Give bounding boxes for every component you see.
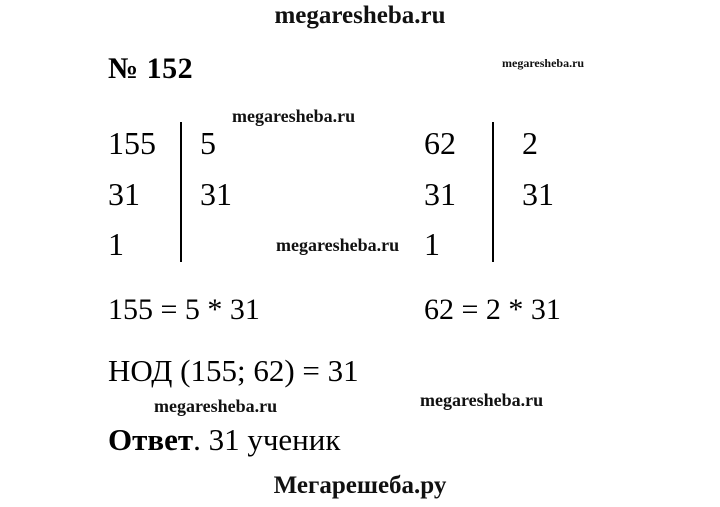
- watermark-top: megaresheba.ru: [274, 2, 446, 29]
- watermark-bottom: Мегарешеба.ру: [273, 472, 447, 499]
- left-dividend-3: 1: [108, 226, 124, 262]
- left-division-bar: [180, 122, 182, 262]
- answer-line: [108, 424, 340, 455]
- right-factor-2: 31: [522, 176, 554, 212]
- left-dividend-1: 155: [108, 125, 156, 161]
- answer-text: . 31 ученик: [193, 422, 341, 457]
- watermark-lower-left: megaresheba.ru: [154, 396, 278, 416]
- right-dividend-2: 31: [424, 176, 456, 212]
- left-equation: 155 = 5 * 31: [108, 293, 260, 326]
- task-number-value: 152: [146, 52, 194, 85]
- answer-label: Ответ: [108, 422, 194, 457]
- right-equation: 62 = 2 * 31: [424, 293, 561, 326]
- left-dividend-2: 31: [108, 176, 140, 212]
- right-dividend-1: 62: [424, 125, 456, 161]
- watermark-center-mid: megaresheba.ru: [276, 235, 400, 255]
- task-number: [108, 52, 193, 86]
- task-number-symbol: №: [108, 52, 139, 85]
- gcd-line: НОД (155; 62) = 31: [108, 353, 359, 388]
- watermark-center-upper: megaresheba.ru: [232, 106, 356, 126]
- right-division-bar: [492, 122, 494, 262]
- right-factor-1: 2: [522, 125, 538, 161]
- watermark-upper-right: megaresheba.ru: [502, 56, 585, 70]
- watermark-lower-right: megaresheba.ru: [420, 390, 544, 410]
- left-factor-2: 31: [200, 176, 232, 212]
- left-factor-1: 5: [200, 125, 216, 161]
- right-dividend-3: 1: [424, 226, 440, 262]
